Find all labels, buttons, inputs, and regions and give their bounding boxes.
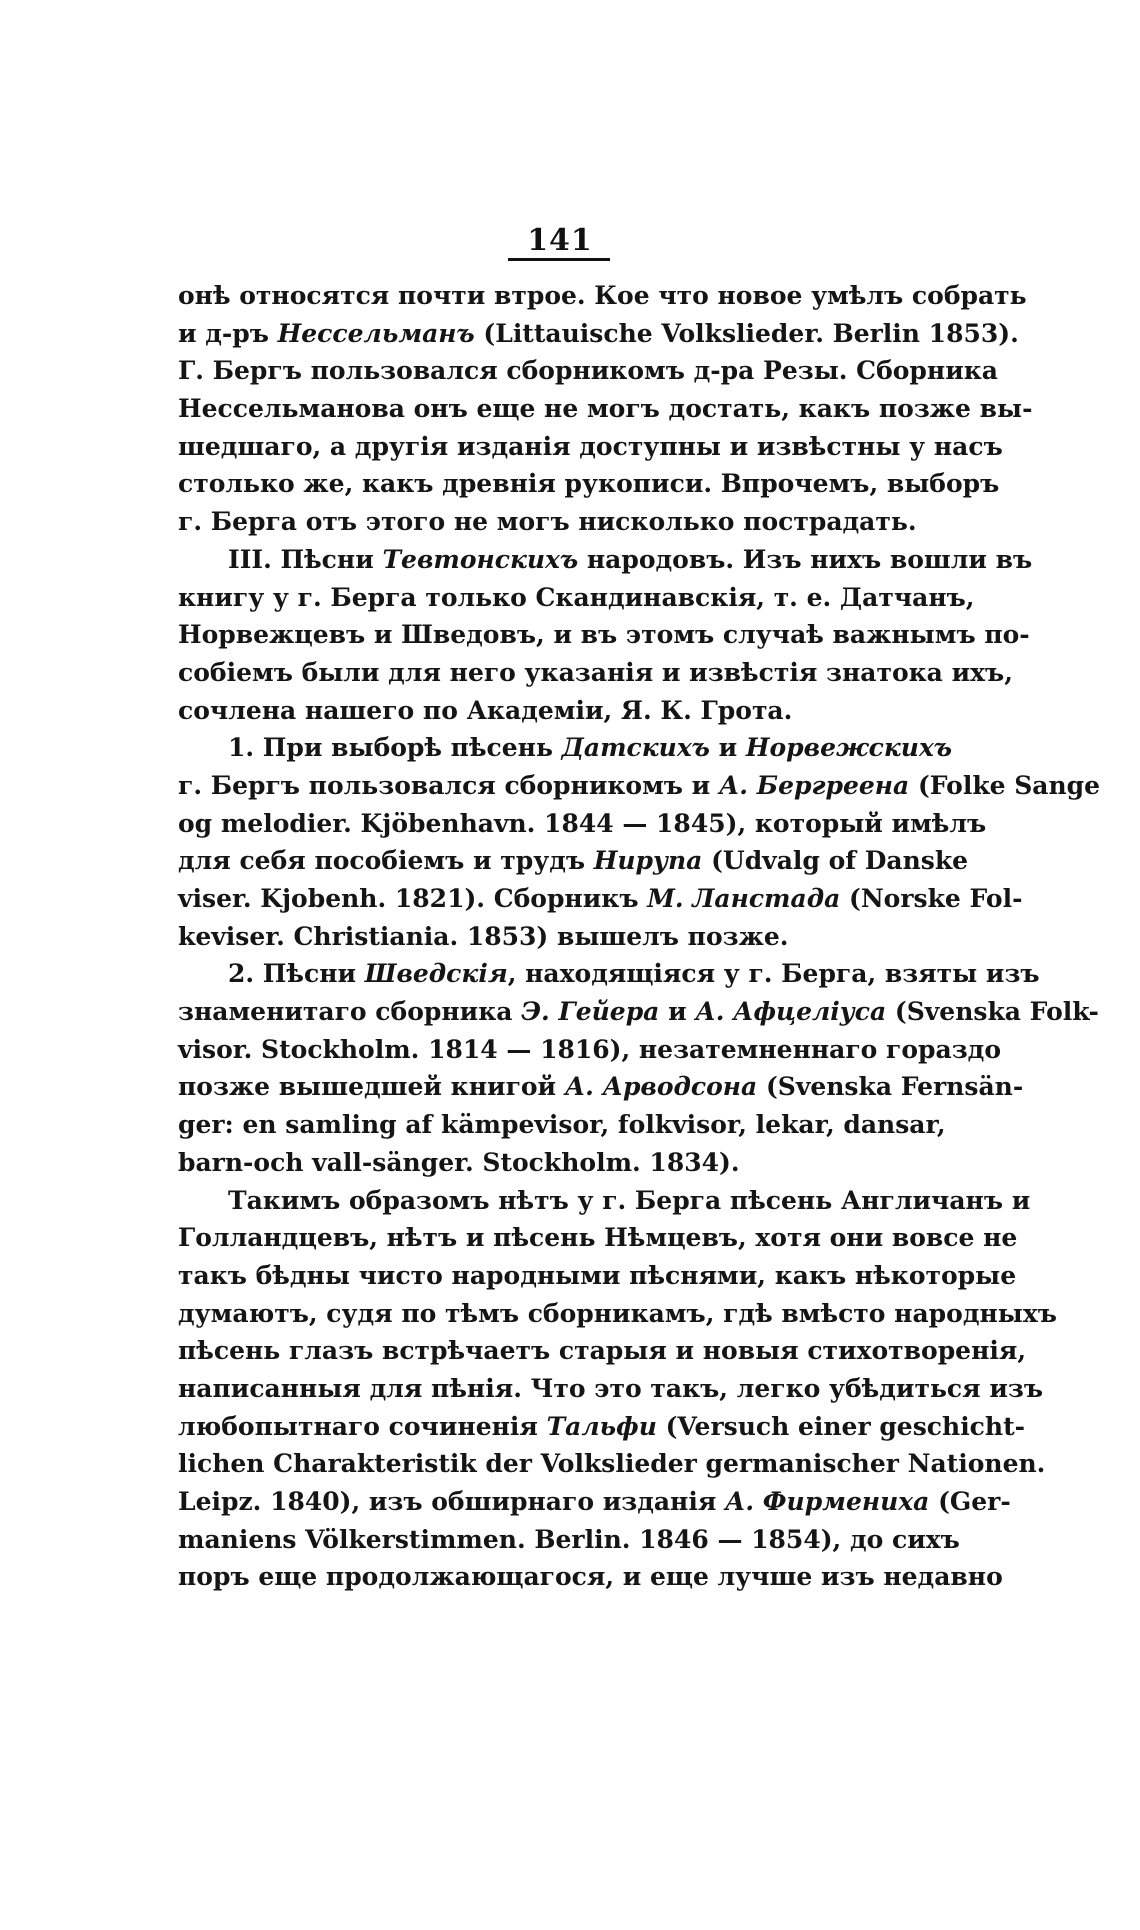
italic-text-segment: А. Арводсона	[564, 1072, 758, 1102]
text-segment: г. Берга отъ этого не могъ нисколько пострадать.	[178, 507, 917, 537]
italic-text-segment: Тальфи	[546, 1411, 657, 1441]
text-line	[178, 1257, 1017, 1295]
text-segment: 1. При выборѣ пѣсень	[228, 733, 562, 763]
text-segment: Нессельманова онъ еще не могъ достать, какъ позже вы-	[178, 394, 1033, 424]
text-line	[178, 1219, 1018, 1257]
text-segment: такъ бѣдны чисто народными пѣснями, какъ нѣкоторые	[178, 1260, 1017, 1290]
text-line	[178, 1521, 960, 1559]
text-line	[178, 616, 1030, 654]
text-line	[178, 918, 940, 956]
text-segment: и д-ръ	[178, 318, 278, 348]
text-segment: собіемъ были для него указанія и извѣстія знатока ихъ,	[178, 657, 1013, 687]
text-line	[178, 1445, 1046, 1483]
text-segment: visor. Stockholm. 1814 — 1816), незатемненнаго гораздо	[178, 1034, 1002, 1064]
text-line	[178, 1106, 946, 1144]
text-segment: онѣ относятся почти втрое. Кое что новое умѣлъ собрать	[178, 281, 1027, 310]
text-segment: и	[659, 997, 696, 1027]
text-segment: народовъ. Изъ нихъ вошли въ	[578, 544, 1033, 574]
text-segment: думаютъ, судя по тѣмъ сборникамъ, гдѣ вмѣсто народныхъ	[178, 1298, 1057, 1328]
text-line	[178, 1068, 1024, 1106]
text-line	[178, 277, 1027, 315]
text-segment: и	[709, 733, 746, 763]
text-segment: поръ еще продолжающагося, и еще лучше изъ недавно	[178, 1562, 1003, 1592]
text-line	[178, 842, 969, 880]
text-segment: любопытнаго сочиненія	[178, 1411, 547, 1441]
text-segment: книгу у г. Берга только Скандинавскія, т. е. Датчанъ,	[178, 582, 975, 612]
body-text	[178, 277, 1101, 1596]
text-segment: barn-och vall-sänger. Stockholm. 1834).	[178, 1147, 740, 1177]
text-segment: Leipz. 1840), изъ обширнаго изданія	[178, 1487, 726, 1516]
text-line	[178, 880, 1023, 918]
text-line	[178, 993, 1099, 1031]
italic-text-segment: А. Фирмениха	[725, 1487, 930, 1516]
text-segment: (Udvalg of Danske	[702, 846, 969, 876]
italic-text-segment: Датскихъ	[561, 733, 710, 763]
text-segment: г. Бергъ пользовался сборникомъ и	[178, 770, 719, 800]
text-line	[178, 692, 940, 730]
text-segment: ger: en samling af kämpevisor, folkvisor, lekar, dansar,	[178, 1110, 946, 1140]
italic-text-segment: Норвежскихъ	[745, 733, 953, 763]
italic-text-segment: Шведскія	[364, 959, 508, 989]
text-line	[178, 1144, 940, 1182]
text-line	[178, 390, 1033, 428]
text-line	[178, 1370, 1043, 1408]
text-segment: позже вышедшей книгой	[178, 1072, 565, 1102]
text-segment: Голландцевъ, нѣтъ и пѣсень Нѣмцевъ, хотя они вовсе не	[178, 1223, 1018, 1253]
text-line	[178, 1332, 1027, 1370]
text-segment: сочлена нашего по Академіи, Я. К. Грота.	[178, 695, 793, 725]
text-segment: maniens Völkerstimmen. Berlin. 1846 — 1854), до сихъ	[178, 1524, 960, 1554]
text-segment: (Ger-	[929, 1487, 1011, 1516]
italic-text-segment: А. Афцеліуса	[695, 997, 887, 1027]
header-rule	[508, 258, 610, 261]
text-line	[178, 1483, 1011, 1521]
text-segment: пѣсень глазъ встрѣчаетъ старыя и новыя стихотворенія,	[178, 1336, 1027, 1366]
italic-text-segment: М. Ланстада	[647, 884, 841, 913]
text-line	[178, 1408, 1026, 1446]
text-line	[178, 1031, 1002, 1069]
text-segment: , находящіяся у г. Берга, взяты изъ	[507, 959, 1040, 989]
text-segment: (Svenska Folk-	[886, 997, 1099, 1027]
text-line	[178, 654, 1013, 692]
text-line	[178, 1295, 1057, 1333]
text-line	[178, 352, 998, 390]
text-segment: шедшаго, а другія изданія доступны и извѣстны у насъ	[178, 431, 1003, 461]
text-segment: keviser. Christiania. 1853) вышелъ позже.	[178, 921, 789, 951]
text-segment: (Svenska Fernsän-	[757, 1072, 1024, 1102]
page-number: 141	[527, 223, 593, 258]
text-line	[178, 1558, 1003, 1596]
italic-text-segment: Тевтонскихъ	[382, 544, 579, 574]
text-segment: написанныя для пѣнія. Что это такъ, легко убѣдиться изъ	[178, 1373, 1043, 1403]
italic-text-segment: Э. Гейера	[521, 997, 660, 1027]
text-line	[178, 729, 953, 767]
text-line	[178, 503, 940, 541]
text-segment: (Versuch einer geschicht-	[656, 1411, 1026, 1441]
text-segment: (Norske Fol-	[840, 884, 1023, 913]
text-line	[178, 1182, 1031, 1220]
text-segment: (Littauische Volkslieder. Berlin 1853).	[474, 318, 1019, 348]
italic-text-segment: А. Бергреена	[718, 770, 910, 800]
text-segment: Такимъ образомъ нѣтъ у г. Берга пѣсень Англичанъ и	[228, 1185, 1031, 1215]
text-segment: lichen Charakteristik der Volkslieder germanischer Nationen.	[178, 1449, 1046, 1479]
italic-text-segment: Нессельманъ	[277, 318, 475, 348]
text-segment: (Folke Sange	[909, 770, 1101, 800]
text-segment: столько же, какъ древнія рукописи. Впрочемъ, выборъ	[178, 469, 1000, 499]
text-segment: III. Пѣсни	[228, 544, 383, 574]
text-segment: Норвежцевъ и Шведовъ, и въ этомъ случаѣ важнымъ по-	[178, 620, 1030, 650]
text-line	[178, 465, 1000, 503]
text-segment: 2. Пѣсни	[228, 959, 365, 989]
text-segment: og melodier. Kjöbenhavn. 1844 — 1845), который имѣлъ	[178, 808, 987, 838]
text-line	[178, 541, 1033, 579]
text-line	[178, 315, 1019, 353]
text-segment: знаменитаго сборника	[178, 997, 522, 1027]
text-line	[178, 767, 1101, 805]
text-line	[178, 955, 1040, 993]
text-line	[178, 428, 1003, 466]
italic-text-segment: Нирупа	[593, 846, 703, 876]
text-line	[178, 579, 975, 617]
text-segment: для себя пособіемъ и трудъ	[178, 846, 594, 876]
text-segment: Г. Бергъ пользовался сборникомъ д-ра Резы. Сборника	[178, 356, 998, 386]
text-line	[178, 805, 987, 843]
text-segment: viser. Kjobenh. 1821). Сборникъ	[178, 884, 648, 913]
